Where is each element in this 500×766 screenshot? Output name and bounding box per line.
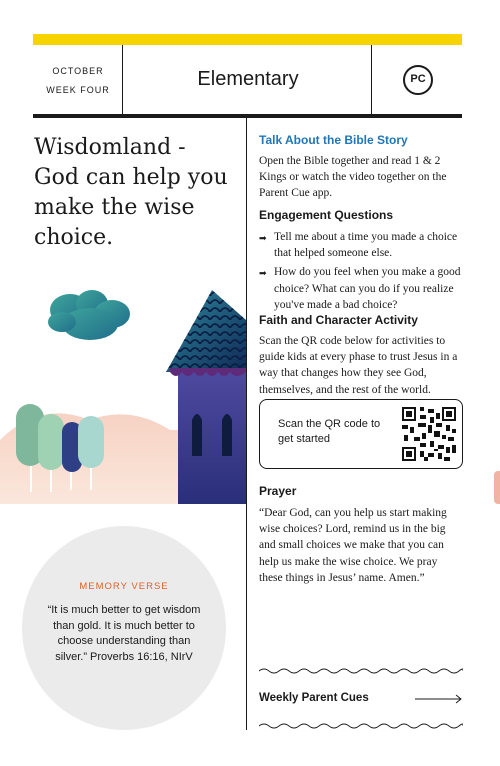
- list-item: [259, 229, 463, 261]
- top-accent-bar: [33, 34, 462, 45]
- engagement-questions-list: [259, 229, 463, 316]
- engagement-heading: Engagement Questions: [259, 208, 394, 222]
- arrow-right-icon: ➡: [259, 233, 267, 243]
- weekly-parent-cues-link[interactable]: Weekly Parent Cues: [259, 692, 369, 704]
- bible-story-text: Open the Bible together and read 1 & 2 Kings or watch the video together on the Parent Cue app.: [259, 155, 447, 200]
- page-edge-tab: [494, 471, 500, 504]
- castle-tower-icon: [166, 290, 246, 504]
- qr-callout[interactable]: [259, 399, 463, 469]
- arrow-right-icon: ➡: [259, 268, 267, 279]
- activity-heading: Faith and Character Activity: [259, 313, 418, 327]
- prayer-heading: Prayer: [259, 484, 297, 498]
- memory-verse-circle: [22, 526, 226, 730]
- wavy-divider-top: [259, 667, 463, 675]
- qr-instruction: Scan the QR code to get started: [278, 418, 381, 445]
- wisdomland-illustration: [0, 280, 246, 504]
- page-title: Wisdomland - God can help you make the wise choice.: [34, 135, 228, 250]
- age-group-title: Elementary: [197, 68, 299, 90]
- cloud-icon: [48, 290, 130, 340]
- list-item: [259, 264, 463, 313]
- arrow-right-icon[interactable]: [415, 694, 463, 704]
- memory-verse-text: “It is much better to get wisdom than gold. It is much better to choose understanding than silver.” Proverbs 16:16, NIrV: [47, 604, 201, 663]
- week-label: WEEK FOUR: [46, 85, 110, 95]
- memory-verse-label: MEMORY VERSE: [79, 581, 169, 592]
- activity-text: Scan the QR code below for activities to guide kids at every phase to trust Jesus in a way that changes how they see God, themselves, and the rest of the world.: [259, 335, 458, 396]
- question-text: Tell me about a time you made a choice that helped someone else.: [274, 231, 458, 260]
- parent-cue-logo-icon: PC: [403, 65, 433, 95]
- date-block: [33, 45, 123, 114]
- wavy-divider-bottom: [259, 722, 463, 730]
- bible-story-heading: Talk About the Bible Story: [259, 133, 408, 147]
- month-label: OCTOBER: [52, 66, 104, 76]
- logo-block: [371, 45, 462, 114]
- header: [33, 45, 462, 118]
- column-divider: [246, 118, 247, 730]
- prayer-text: “Dear God, can you help us start making wise choices? Lord, remind us in the big and small choices we make that you can help us make the wise choice. We pray these things in Jesus’ name. Amen.”: [259, 507, 447, 584]
- question-text: How do you feel when you make a good choice? What can you do if you realize you've made a bad choice?: [274, 266, 461, 311]
- qr-code-icon[interactable]: [402, 407, 456, 461]
